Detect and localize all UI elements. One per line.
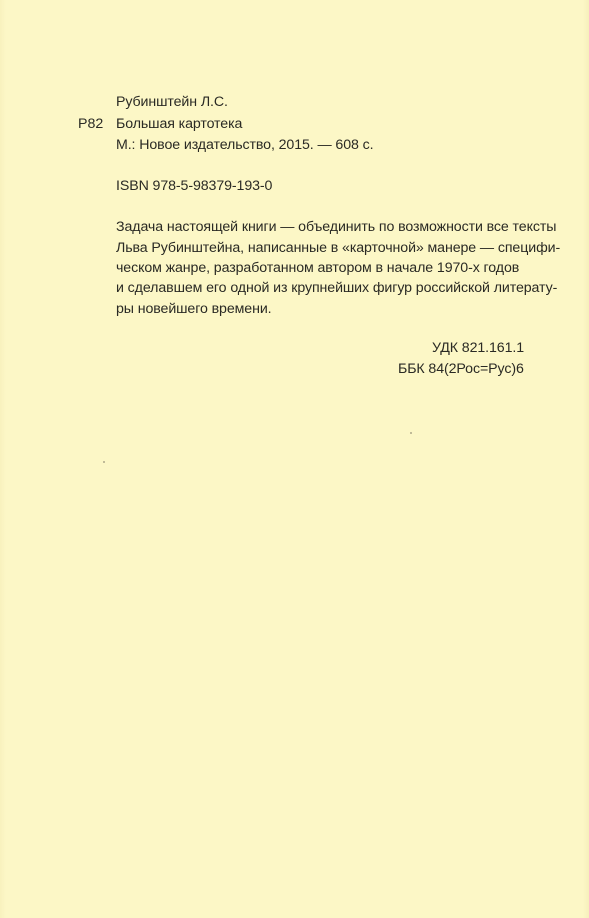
isbn-line: ISBN 978-5-98379-193-0 bbox=[116, 178, 273, 194]
bbk-code: ББК 84(2Рос=Рус)6 bbox=[398, 361, 524, 377]
author-name: Рубинштейн Л.С. bbox=[116, 94, 228, 110]
book-title: Большая картотека bbox=[116, 116, 243, 132]
annotation-line: ры новейшего времени. bbox=[116, 301, 272, 317]
annotation-line: ческом жанре, разработанном автором в начале 1970-х годов bbox=[116, 260, 520, 276]
annotation-line: Задача настоящей книги — объединить по возможности все тексты bbox=[116, 219, 557, 235]
annotation-line: и сделавшем его одной из крупнейших фигур российской литерату- bbox=[116, 280, 558, 296]
imprint-line: М.: Новое издательство, 2015. — 608 с. bbox=[116, 137, 374, 153]
annotation-line: Льва Рубинштейна, написанные в «карточной» манере — специфи- bbox=[116, 240, 561, 256]
library-code: Р82 bbox=[78, 116, 104, 132]
paper-speck bbox=[103, 461, 105, 463]
paper-speck bbox=[410, 432, 412, 434]
udk-code: УДК 821.161.1 bbox=[432, 340, 525, 356]
